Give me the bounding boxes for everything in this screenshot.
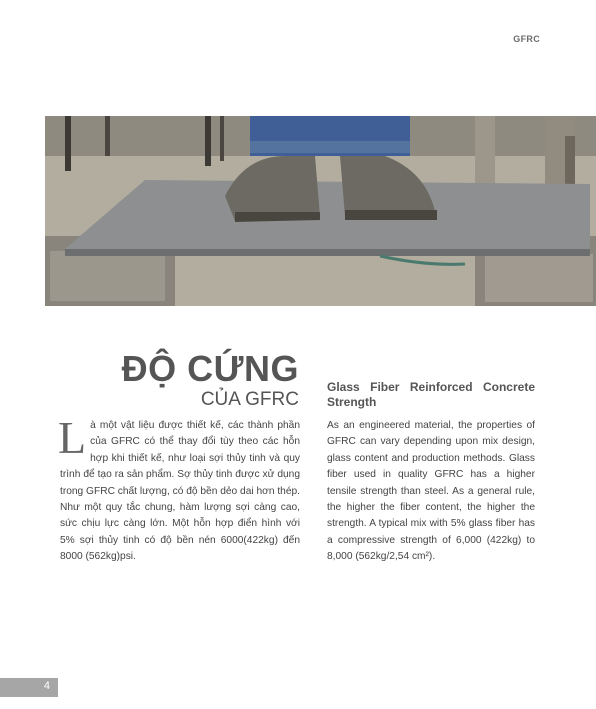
concrete-slab-with-boots-illustration xyxy=(45,116,596,306)
english-heading: Glass Fiber Reinforced Concrete Strength xyxy=(327,380,535,409)
page-title: ĐỘ CỨNG xyxy=(121,348,299,389)
page-subtitle: CỦA GFRC xyxy=(200,389,299,410)
page-number-tab xyxy=(0,678,58,697)
vietnamese-body-text: à một vật liệu được thiết kế, các thành phần của GFRC có thể thay đổi tùy theo các hỗn hợp khi thiết kế, như loại sợi thủy tinh và quy trình để tạo ra sản phẩm. Sợ thủy tinh được xử dụng trong GFRC chất lượng, có độ bền dẻo dai hơn thép. Như một quy tắc chung, hàm lượng sợi càng cao, sức chịu lực càng lớn. Một hỗn hợp điển hình với 5% sợi thủy tinh có độ bền nén 6000(422kg) đến 8000 (562kg)psi. xyxy=(60,420,300,563)
drop-cap: L xyxy=(58,412,87,463)
running-header: GFRC xyxy=(513,34,540,44)
hero-photo xyxy=(45,116,596,306)
page-number: 4 xyxy=(43,680,50,692)
english-body-text: As an engineered material, the properties of GFRC can vary depending upon mix design, glass content and production methods. Glass fiber used in quality GFRC has a higher tensile strength than steel. As a general rule, the higher the fiber content, the higher the strength. A typical mix with 5% glass fiber has a compressive strength of 6,000 (422kg) to 8,000 (562kg/2,54 cm²). xyxy=(327,420,535,563)
vietnamese-article xyxy=(58,412,300,566)
